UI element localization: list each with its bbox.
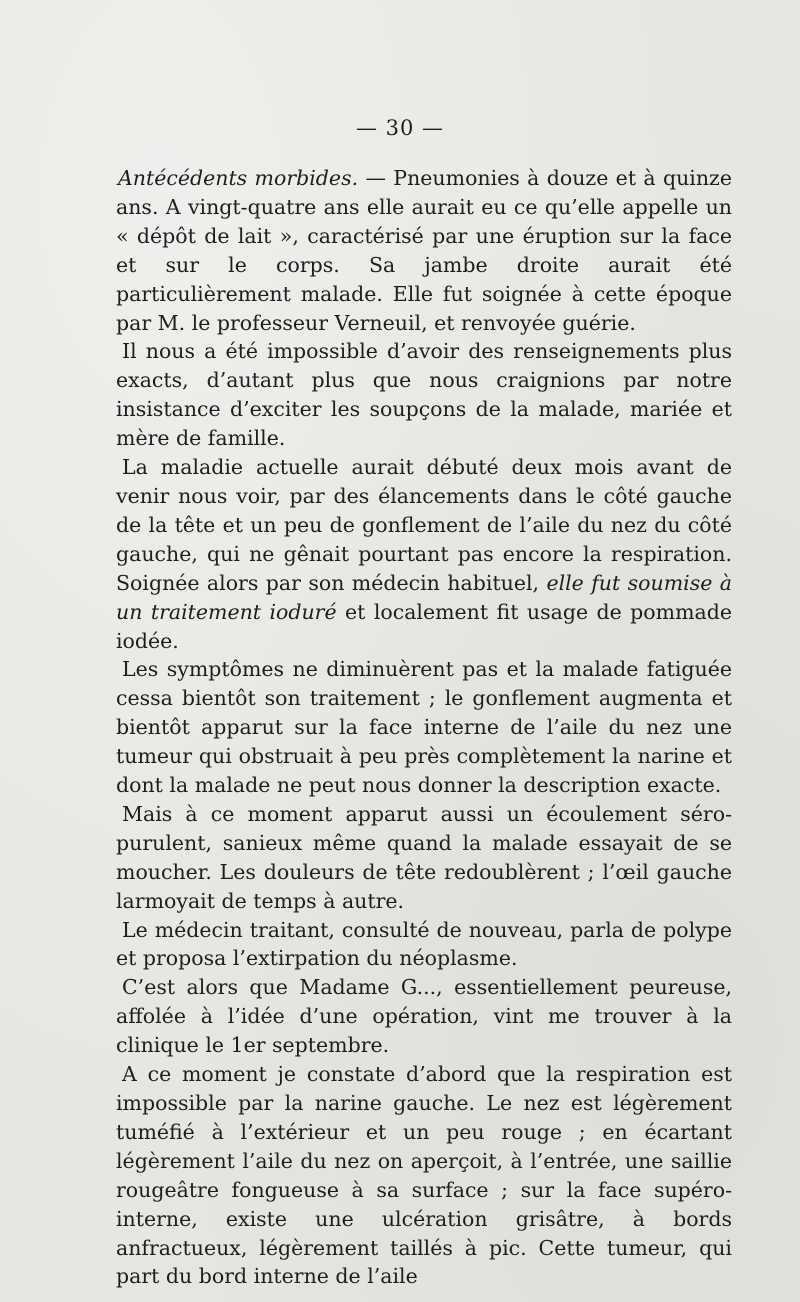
paragraph <box>116 655 732 800</box>
paragraph <box>116 337 732 453</box>
paragraph-text: — Pneumonies à douze et à quinze ans. A vingt-quatre ans elle aurait eu ce qu’elle appelle un « dépôt de lait », caractérisé par une éruption sur la face et sur le corps. Sa jambe droite aurait été particulièrement malade. Elle fut soignée à cette époque par M. le professeur Verneuil, et renvoyée guérie. <box>116 166 732 335</box>
paragraph-text: Mais à ce moment apparut aussi un écoulement séro-purulent, sanieux même quand la malade essayait de se moucher. Les douleurs de tête redoublèrent ; l’œil gauche larmoyait de temps à autre. <box>116 801 732 913</box>
body-text <box>116 164 732 1291</box>
paragraph-text: et localement fit usage de pommade iodée. <box>116 599 732 653</box>
section-heading: Antécédents morbides. <box>118 166 359 190</box>
paragraph <box>116 1060 732 1291</box>
paragraph <box>116 916 732 974</box>
paragraph-text: La maladie actuelle aurait débuté deux mois avant de venir nous voir, par des élancements dans le côté gauche de la tête et un peu de gonflement de l’aile du nez du côté gauche, qui ne gênait pourtant pas encore la respiration. Soignée alors par son médecin habituel, <box>116 455 732 595</box>
paragraph-text: Les symptômes ne diminuèrent pas et la malade fatiguée cessa bientôt son traitement ; le gonflement augmenta et bientôt apparut sur la face interne de l’aile du nez une tumeur qui obstruait à peu près complètement la narine et dont la malade ne peut nous donner la description exacte. <box>116 657 732 798</box>
paragraph-antecedents <box>116 164 732 337</box>
paragraph-text: Il nous a été impossible d’avoir des renseignements plus exacts, d’autant plus que nous craignions par notre insistance d’exciter les soupçons de la malade, mariée et mère de famille. <box>116 339 732 451</box>
paragraph-text: Le médecin traitant, consulté de nouveau, parla de polype et proposa l’extirpation du néoplasme. <box>116 917 732 971</box>
emphasis-text: elle fut soumise à un traitement ioduré <box>116 570 732 624</box>
paragraph <box>116 453 732 655</box>
paragraph-text: A ce moment je constate d’abord que la respiration est impossible par la narine gauche. Le nez est légèrement tuméfié à l’extérieur et un peu rouge ; en écartant légèrement l’aile du nez on aperçoit, à l’entrée, une saillie rougeâtre fongueuse à sa surface ; sur la face supéro-interne, existe une ulcération grisâtre, à bords anfractueux, légèrement taillés à pic. Cette tumeur, qui part du bord interne de l’aile <box>116 1062 732 1289</box>
page-number: — 30 — <box>355 116 445 140</box>
paragraph <box>116 973 732 1060</box>
paragraph <box>116 800 732 916</box>
paragraph-text: C’est alors que Madame G..., essentiellement peureuse, affolée à l’idée d’une opération, vint me trouver à la clinique le 1er septembre. <box>116 975 732 1058</box>
